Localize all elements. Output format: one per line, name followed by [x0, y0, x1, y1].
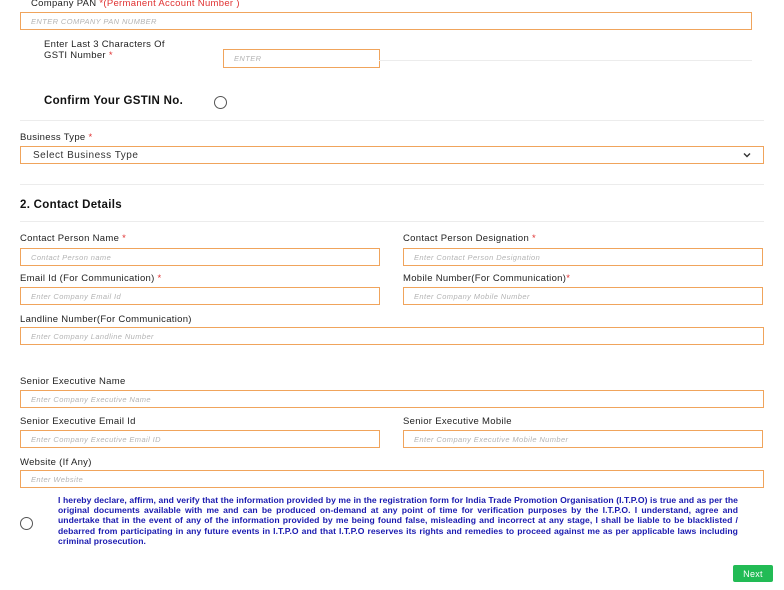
senior-executive-name-input[interactable]	[20, 390, 764, 408]
senior-executive-name-label: Senior Executive Name	[20, 376, 126, 387]
contact-person-designation-label: Contact Person Designation *	[403, 233, 537, 244]
landline-input[interactable]	[20, 327, 764, 345]
required-marker: *	[88, 132, 93, 143]
contact-person-name-input[interactable]	[20, 248, 380, 266]
divider	[20, 120, 764, 121]
required-marker: *	[566, 273, 571, 284]
company-pan-label: Company PAN *(Permanent Account Number )	[31, 0, 240, 9]
contact-section-title: 2. Contact Details	[20, 199, 122, 211]
website-label: Website (If Any)	[20, 457, 92, 468]
next-button[interactable]: Next	[733, 565, 773, 582]
required-marker: *(Permanent Account Number )	[99, 0, 240, 9]
required-marker: *	[157, 273, 162, 284]
confirm-gstin-row	[44, 95, 183, 107]
chevron-down-icon	[743, 152, 751, 158]
senior-executive-email-input[interactable]	[20, 430, 380, 448]
divider	[379, 60, 752, 61]
email-input[interactable]	[20, 287, 380, 305]
gstin-last-label: Enter Last 3 Characters Of GSTI Number *	[44, 39, 165, 61]
divider	[20, 221, 764, 222]
senior-executive-email-label: Senior Executive Email Id	[20, 416, 136, 427]
senior-executive-mobile-label: Senior Executive Mobile	[403, 416, 512, 427]
business-type-value: Select Business Type	[33, 149, 139, 161]
confirm-gstin-radio[interactable]	[214, 96, 227, 109]
business-type-label: Business Type *	[20, 132, 93, 143]
email-label: Email Id (For Communication) *	[20, 273, 162, 284]
declaration-radio[interactable]	[20, 517, 33, 530]
required-marker: *	[532, 233, 537, 244]
senior-executive-mobile-input[interactable]	[403, 430, 763, 448]
contact-person-name-label: Contact Person Name *	[20, 233, 127, 244]
confirm-gstin-label: Confirm Your GSTIN No.	[44, 95, 184, 107]
mobile-label: Mobile Number(For Communication)*	[403, 273, 571, 284]
divider	[20, 184, 764, 185]
mobile-input[interactable]	[403, 287, 763, 305]
landline-label: Landline Number(For Communication)	[20, 314, 192, 325]
required-marker: *	[108, 50, 113, 61]
gstin-last-input[interactable]	[223, 49, 380, 68]
declaration-text: I hereby declare, affirm, and verify that the information provided by me in the registration form for India Trade Promotion Organisation (I.T.P.O) is true and as per the original documents available with me and can be produced on-demand at any point of time for verification purposes by the I.T.P.O. I understand, agree and undertake that in the event of any of the information provided by me being found false, misleading and incorrect at any stage, I shall be liable to be blacklisted / debarred from participating in any future events in I.T.P.O and that I.T.P.O reserves its rights and remedies to proceed against me as per applicable laws including criminal prosecution.	[58, 495, 738, 546]
required-marker: *	[122, 233, 127, 244]
business-type-select[interactable]	[20, 146, 764, 164]
website-input[interactable]	[20, 470, 764, 488]
contact-person-designation-input[interactable]	[403, 248, 763, 266]
company-pan-input[interactable]	[20, 12, 752, 30]
